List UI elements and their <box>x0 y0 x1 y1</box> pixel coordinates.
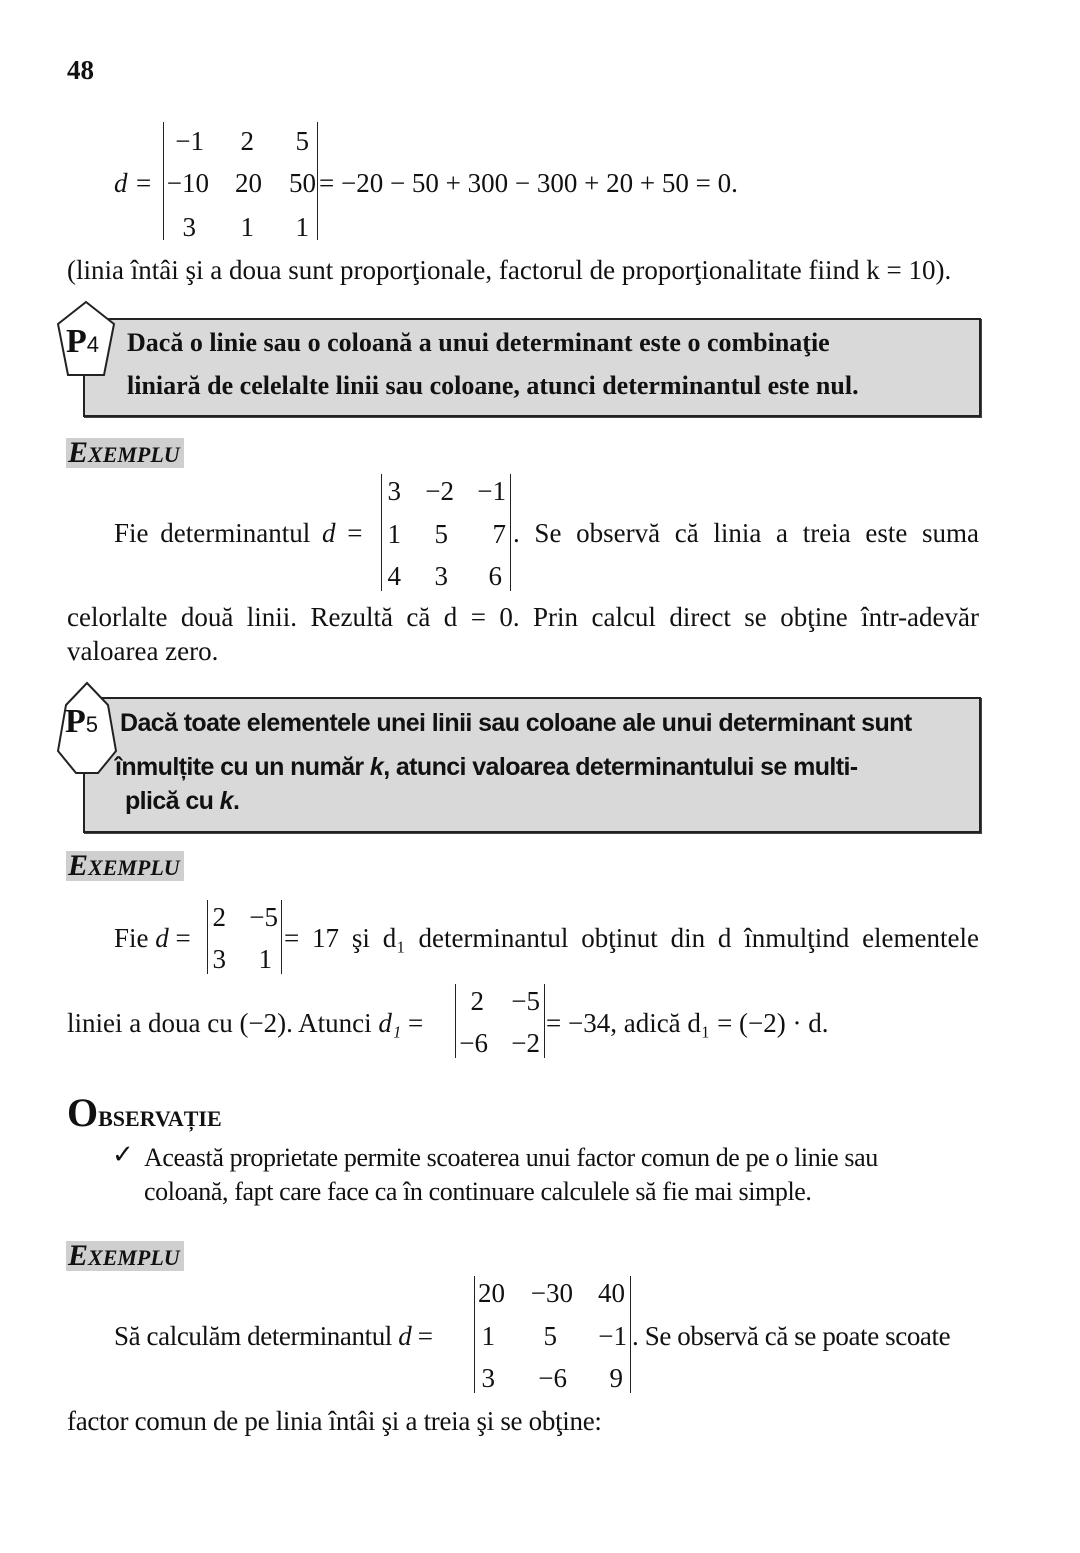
example-label-2: EXEMPLU <box>66 851 184 881</box>
eq1-equals: = <box>136 168 152 198</box>
observatie-heading: OBSERVAȚIE <box>67 1090 222 1135</box>
note-proportional: (linia întâi şi a doua sunt proporţionale, factorul de proporţionalitate fiind k = 10). <box>67 255 952 285</box>
ex2-determinant-2: 2 −5 −6 −2 <box>455 984 545 1058</box>
ex2-line-2-post: = −34, adică d₁ = (−2) · d. <box>546 1008 829 1038</box>
p5-line-3: plică cu k. <box>125 787 240 815</box>
p4-line-2: liniară de celelalte linii sau coloane, atunci determinantul este nul. <box>127 371 859 400</box>
ex2-determinant: 2 −5 3 1 <box>207 900 282 974</box>
observatie-line-2: coloană, fapt care face ca în continuare calculele să fie mai simple. <box>144 1177 812 1206</box>
ex3-intro: Să calculăm determinantul d = <box>114 1321 433 1351</box>
ex1-after: . Se observă că linia a treia este suma <box>513 518 979 548</box>
ex3-determinant: 20 −30 40 1 5 −1 3 −6 9 <box>474 1276 631 1393</box>
ex1-line-2: celorlalte două linii. Rezultă că d = 0. Prin calcul direct se obţine într-adevăr <box>67 602 979 632</box>
ex2-after: = 17 şi d₁ determinantul obţinut din d înmulţind elementele <box>284 923 979 953</box>
eq1-rhs: = −20 − 50 + 300 − 300 + 20 + 50 = 0. <box>319 168 738 198</box>
ex3-line-2: factor comun de pe linia întâi şi a treia şi se obţine: <box>67 1406 602 1436</box>
p4-label: P4 <box>66 323 100 360</box>
ex1-intro: Fie determinantul d = <box>114 518 363 548</box>
observatie-line-1: Această proprietate permite scoaterea unui factor comun de pe o linie sau <box>144 1143 878 1172</box>
ex2-line-2-pre: liniei a doua cu (−2). Atunci d₁ = <box>67 1008 424 1038</box>
ex1-determinant: 3 −2 −1 1 5 7 4 3 6 <box>381 474 511 591</box>
checkmark-icon: ✓ <box>112 1140 134 1169</box>
eq1-lhs: d <box>114 168 128 198</box>
example-label-3: EXEMPLU <box>66 1241 184 1271</box>
ex3-after: . Se observă că se poate scoate <box>632 1321 951 1351</box>
ex1-line-3: valoarea zero. <box>67 636 219 666</box>
p5-line-1: Dacă toate elementele unei linii sau coloane ale unui determinant sunt <box>120 709 912 737</box>
eq1-determinant: −1 2 5 −10 20 50 3 1 1 <box>163 122 318 240</box>
p4-line-1: Dacă o linie sau o coloană a unui determinant este o combinaţie <box>127 328 830 357</box>
p5-line-2: înmulțite cu un număr k, atunci valoarea determinantului se multi- <box>115 753 858 781</box>
example-label-1: EXEMPLU <box>66 438 184 468</box>
p5-label: P5 <box>65 703 99 740</box>
page-number: 48 <box>67 55 94 85</box>
ex2-intro: Fie d = <box>114 923 191 953</box>
